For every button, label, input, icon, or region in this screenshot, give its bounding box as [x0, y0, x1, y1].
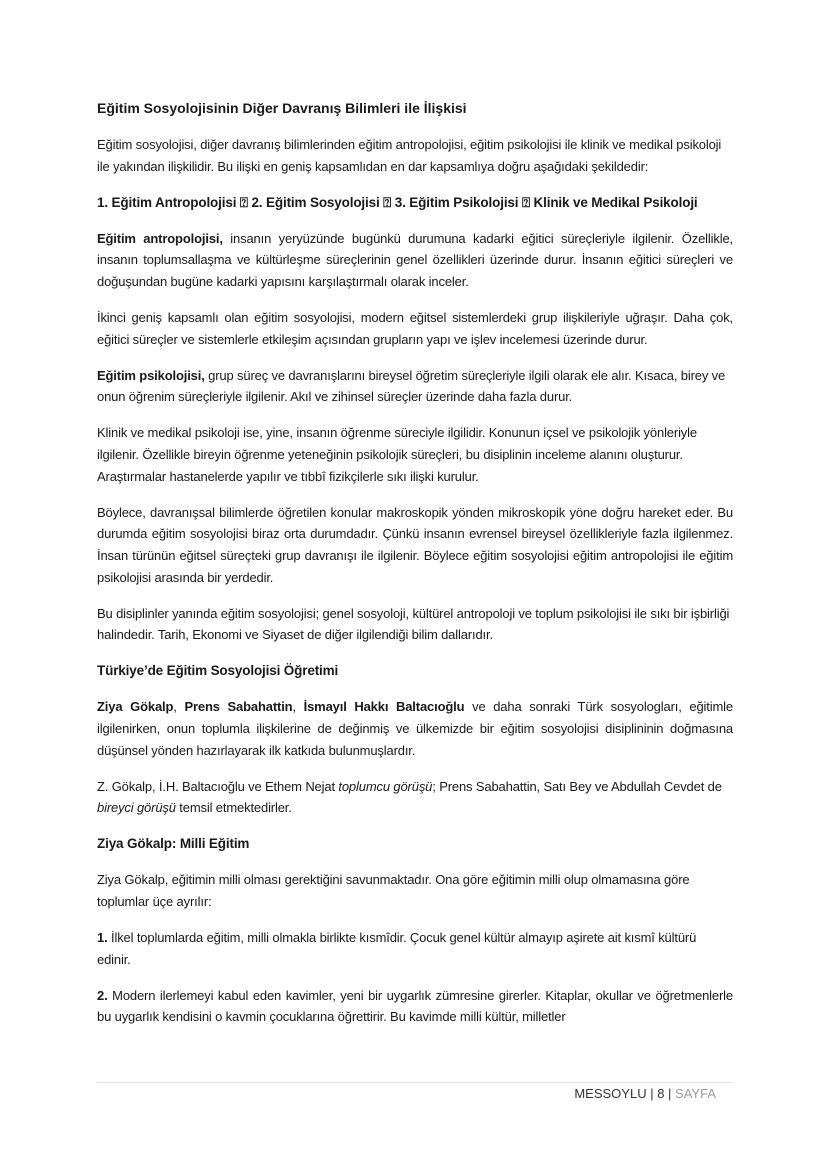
paragraph-antropoloji	[97, 228, 733, 293]
footer-sep: |	[664, 1086, 676, 1101]
text: Z. Gökalp, İ.H. Baltacıoğlu ve Ethem Nejat	[97, 778, 339, 794]
paragraph-gorus	[97, 776, 733, 819]
document-page	[97, 98, 733, 1043]
text: İlkel toplumlarda eğitim, milli olmakla birlikte kısmîdir. Çocuk genel kültür almayıp aşirete ait kısmî kültürü edinir.	[97, 930, 697, 967]
sep: ,	[292, 699, 304, 715]
text: ve daha sonraki Türk sosyologları, eğitimle ilgilenirken, onun toplumla ilişkilerine de değinmiş ve ülkemizde bir eğitim sosyolojisi disiplininin doğmasına düşünsel yönden hazırlayarak ilk katkıda bulunmuşlardır.	[97, 699, 733, 758]
name: Prens Sabahattin	[184, 699, 293, 715]
paragraph-boylece: Böylece, davranışsal bilimlerde öğretilen konular makroskopik yönden mikroskopik yöne doğru hareket eder. Bu durumda eğitim sosyolojisi biraz orta durumdadır. Çünkü insanın evrensel bireysel özellikleriyle fazla ilgilenmez. İnsan türünün eğitsel süreçteki grup davranışı ile ilgilenir. Böylece eğitim sosyolojisi eğitim antropolojisi ile eğitim psikolojisi arasında bir yerdedir.	[97, 504, 733, 585]
paragraph-intro: Eğitim sosyolojisi, diğer davranış bilimlerinden eğitim antropolojisi, eğitim psikolojisi ile klinik ve medikal psikoloji ile yakından ilişkilidir. Bu ilişki en geniş kapsamlıdan en dar kapsamlıya doğru aşağıdaki şekildedir:	[97, 137, 722, 174]
italic-term: bireyci görüşü	[97, 800, 176, 816]
paragraph-gokalp: Ziya Gökalp, eğitimin milli olması gerektiğini savunmaktadır. Ona göre eğitimin milli olup olmamasına göre toplumlar üçe ayrılır:	[97, 872, 690, 910]
text: insanın yeryüzünde bugünkü durumuna kadarki eğitici süreçleriyle ilgilenir. Özellikle, insanın toplumsallaşma ve kültürleşme süreçlerinin genel özellikleri üzerinde durur. İnsanın eğitici süreçleri ve doğuşundan bugüne kadarki yapısını karşılaştırmalı olarak inceler.	[97, 230, 733, 289]
page-number: 8	[657, 1086, 665, 1101]
item-number: 2.	[97, 987, 108, 1003]
name: Ziya Gökalp	[97, 699, 174, 715]
paragraph-ziya	[97, 696, 733, 761]
name: İsmayıl Hakkı Baltacıoğlu	[303, 699, 465, 715]
term: Eğitim psikolojisi,	[97, 367, 205, 383]
text: grup süreç ve davranışlarını bireysel öğretim süreçleriyle ilgili olarak ele alır. Kısaca, birey ve onun öğrenim süreçleriyle ilgilenir. Akıl ve zihinsel süreçler üzerinde daha fazla durur.	[97, 367, 726, 405]
paragraph-klinik: Klinik ve medikal psikoloji ise, yine, insanın öğrenme süreciyle ilgilidir. Konunun içsel ve psikolojik yönleriyle ilgilenir. Özellikle bireyin öğrenme yeteneğinin psikolojik süreçleri, bu disiplinin inceleme alanını oluşturur. Araştırmalar hastanelerde yapılır ve tıbbî fizikçilerle sıkı ilişki kurulur.	[97, 425, 697, 484]
sep: ,	[173, 699, 185, 715]
subheading-turkiye: Türkiye’de Eğitim Sosyolojisi Öğretimi	[97, 663, 339, 679]
footer-divider	[97, 1082, 733, 1083]
paragraph-psikoloji	[97, 365, 733, 408]
page-footer	[574, 1086, 716, 1101]
order-list: 1. Eğitim Antropolojisi ⍰ 2. Eğitim Sosyolojisi ⍰ 3. Eğitim Psikolojisi ⍰ Klinik ve Medikal Psikoloji	[97, 194, 698, 210]
paragraph-disiplinler: Bu disiplinler yanında eğitim sosyolojisi; genel sosyoloji, kültürel antropoloji ve toplum psikolojisi ile sıkı bir işbirliği halindedir. Tarih, Ekonomi ve Siyaset de diğer ilgilendiği bilim dallarıdır.	[97, 605, 730, 643]
footer-label: SAYFA	[675, 1086, 716, 1101]
subheading-milli-egitim: Ziya Gökalp: Milli Eğitim	[97, 836, 250, 852]
section-title: Eğitim Sosyolojisinin Diğer Davranış Bilimleri ile İlişkisi	[97, 100, 467, 116]
item-number: 1.	[97, 930, 108, 946]
text: ; Prens Sabahattin, Satı Bey ve Abdullah Cevdet de	[432, 778, 722, 794]
footer-author: MESSOYLU	[574, 1086, 647, 1101]
text: Modern ilerlemeyi kabul eden kavimler, yeni bir uygarlık zümresine girerler. Kitaplar, okullar ve öğretmenlerle bu uygarlık kendisini o kavmin çocuklarına öğrettirir. Bu kavimde milli kültür, milletler	[97, 987, 733, 1025]
term: Eğitim antropolojisi,	[97, 230, 223, 246]
list-item-1	[97, 927, 733, 970]
italic-term: toplumcu görüşü	[338, 778, 433, 794]
paragraph-ikinci: İkinci geniş kapsamlı olan eğitim sosyolojisi, modern eğitsel sistemlerdeki grup ilişkileriyle uğraşır. Daha çok, eğitici süreçler ve sistemlerle etkileşim açısından grupların yapı ve işlev incelemesi üzerinde durur.	[97, 310, 733, 347]
footer-sep: |	[646, 1086, 658, 1101]
text: temsil etmektedirler.	[175, 800, 292, 816]
list-item-2	[97, 985, 733, 1028]
